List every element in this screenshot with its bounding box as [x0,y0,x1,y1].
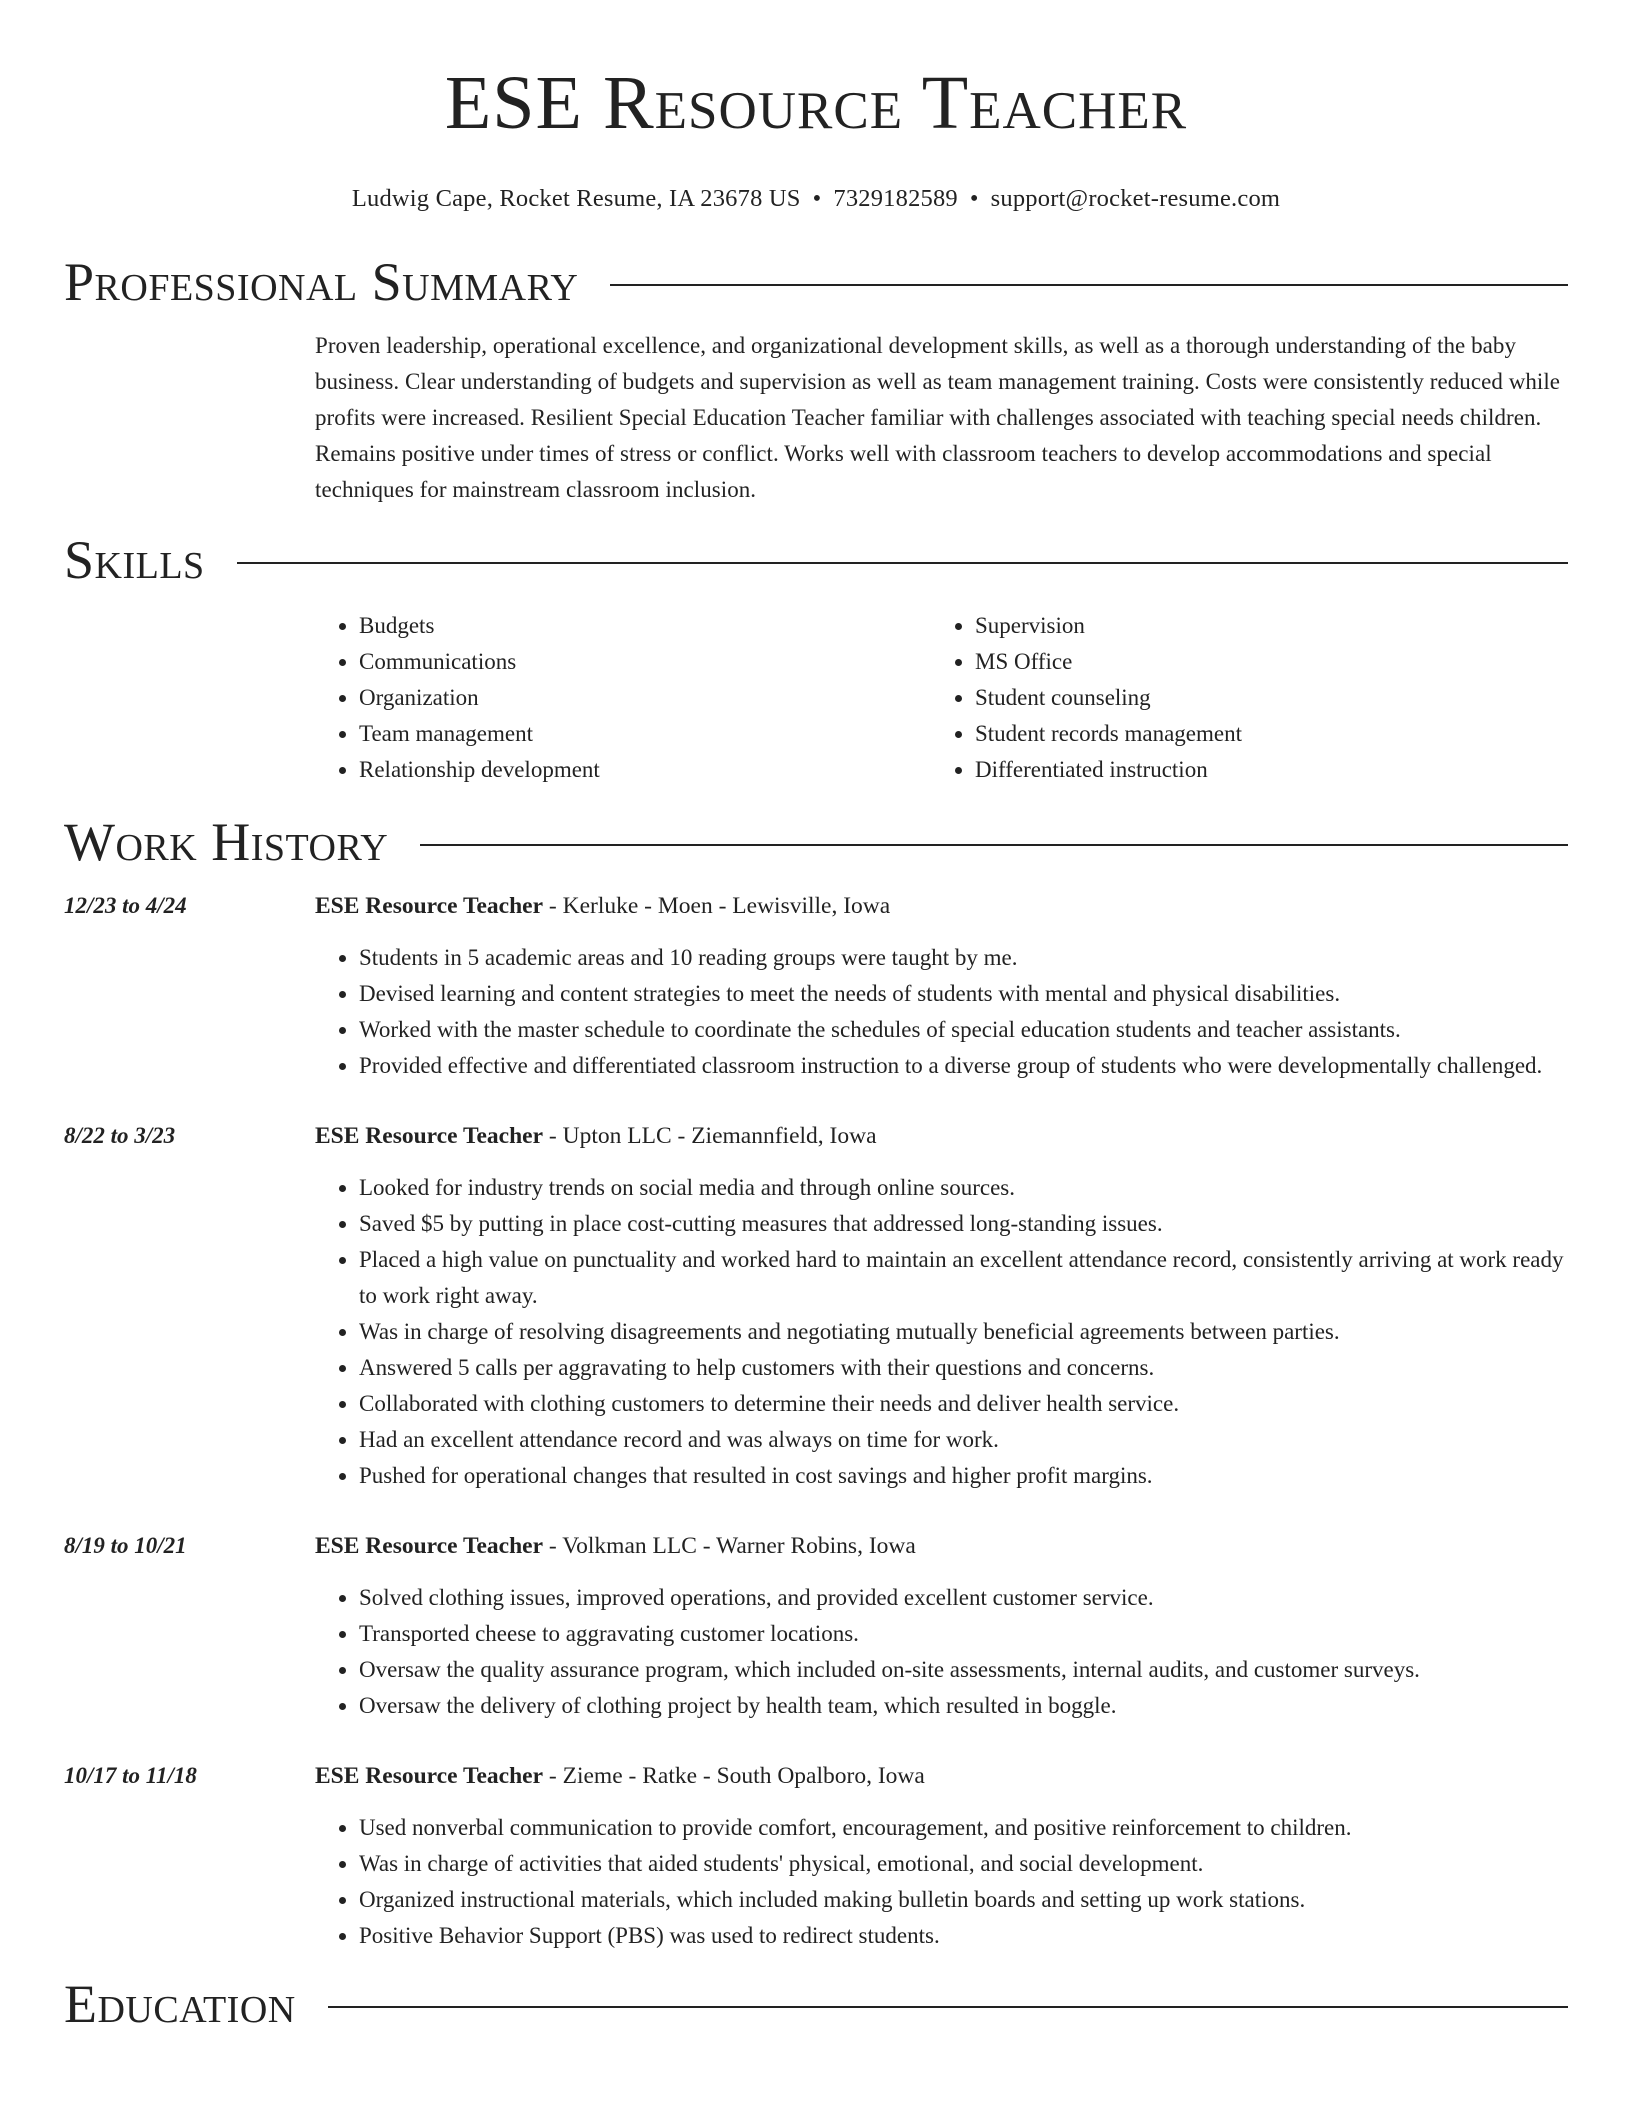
job-bullets [315,1170,1568,1494]
skills-column-left [315,608,931,788]
job-title-line [315,1118,1568,1154]
job-title: ESE Resource Teacher [315,1763,544,1789]
contact-email: support@rocket-resume.com [990,185,1281,212]
job-bullet: • Solved clothing issues, improved operations, and provided excellent customer service. [359,1580,1568,1616]
education-heading: Education [64,1974,296,2034]
resume-name: ESE Resource Teacher [444,61,1188,145]
skills-section-header [64,530,1568,590]
job-title: ESE Resource Teacher [315,893,544,919]
job-title-line [315,888,1568,924]
job-title-line [315,1758,1568,1794]
job-bullet: • Saved $5 by putting in place cost-cutting measures that addressed long-standing issues. [359,1206,1568,1242]
job-bullets [315,1810,1568,1954]
education-section-header [64,1974,1568,2034]
job-bullet: • Worked with the master schedule to coordinate the schedules of special education students and teacher assistants. [359,1012,1568,1048]
summary-heading: Professional Summary [64,252,579,312]
job-dates: 8/22 to 3/23 [64,1123,176,1148]
skill-item: • MS Office [975,644,1547,680]
job-bullet: • Devised learning and content strategies to meet the needs of students with mental and physical disabilities. [359,976,1568,1012]
skills-list [315,608,1568,788]
skills-column-right [931,608,1547,788]
job-bullets [315,1580,1568,1724]
job-bullet: • Was in charge of resolving disagreements and negotiating mutually beneficial agreements between parties. [359,1314,1568,1350]
job-bullet: • Positive Behavior Support (PBS) was used to redirect students. [359,1918,1568,1954]
skill-item: • Student counseling [975,680,1547,716]
job-bullet: • Placed a high value on punctuality and worked hard to maintain an excellent attendance record, consistently arriving at work ready to work right away. [359,1242,1568,1314]
skill-item: • Communications [359,644,931,680]
summary-text: Proven leadership, operational excellence, and organizational development skills, as well as a thorough understanding of the baby business. Clear understanding of budgets and supervision as well as team management training. Costs were consistently reduced while profits were increased. Resilient Special Education Teacher familiar with challenges associated with teaching special needs children. Remains positive under times of stress or conflict. Works well with classroom teachers to develop accommodations and special techniques for mainstream classroom inclusion. [315,333,1561,502]
job-bullet: • Oversaw the quality assurance program, which included on-site assessments, internal audits, and customer surveys. [359,1652,1568,1688]
job-bullet: • Looked for industry trends on social media and through online sources. [359,1170,1568,1206]
skill-item: • Budgets [359,608,931,644]
section-divider [237,562,1568,564]
skill-item: • Supervision [975,608,1547,644]
work-heading: Work History [64,812,389,872]
job-title: ESE Resource Teacher [315,1533,544,1559]
job-details [315,1118,1568,1494]
job-bullet: • Had an excellent attendance record and was always on time for work. [359,1422,1568,1458]
skill-item: • Organization [359,680,931,716]
job-bullet: • Answered 5 calls per aggravating to help customers with their questions and concerns. [359,1350,1568,1386]
job-bullet: • Collaborated with clothing customers to determine their needs and deliver health service. [359,1386,1568,1422]
job-dates: 12/23 to 4/24 [64,893,187,918]
job-employer: - Zieme - Ratke - South Opalboro, Iowa [543,1763,925,1789]
job-employer: - Upton LLC - Ziemannfield, Iowa [543,1123,877,1149]
job-entry [64,1118,1568,1494]
job-dates: 10/17 to 11/18 [64,1763,197,1788]
job-bullet: • Used nonverbal communication to provide comfort, encouragement, and positive reinforcement to children. [359,1810,1568,1846]
summary-section-header [64,252,1568,312]
skills-heading: Skills [64,530,205,590]
job-employer: - Kerluke - Moen - Lewisville, Iowa [543,893,891,919]
job-entry [64,1758,1568,1954]
skill-item: • Student records management [975,716,1547,752]
job-employer: - Volkman LLC - Warner Robins, Iowa [543,1533,916,1559]
job-details [315,1528,1568,1724]
contact-address: Ludwig Cape, Rocket Resume, IA 23678 US [351,185,801,212]
job-bullet: • Provided effective and differentiated classroom instruction to a diverse group of students who were developmentally challenged. [359,1048,1568,1084]
section-divider [420,844,1568,846]
skill-item: • Relationship development [359,752,931,788]
job-bullet: • Students in 5 academic areas and 10 reading groups were taught by me. [359,940,1568,976]
job-title: ESE Resource Teacher [315,1123,544,1149]
contact-separator: • [969,185,979,212]
contact-line [64,184,1568,214]
job-bullet: • Was in charge of activities that aided students' physical, emotional, and social development. [359,1846,1568,1882]
work-section-header [64,812,1568,872]
job-bullet: • Transported cheese to aggravating customer locations. [359,1616,1568,1652]
job-entry [64,888,1568,1084]
job-details [315,1758,1568,1954]
job-bullet: • Pushed for operational changes that resulted in cost savings and higher profit margins. [359,1458,1568,1494]
job-title-line [315,1528,1568,1564]
job-bullet: • Organized instructional materials, which included making bulletin boards and setting up work stations. [359,1882,1568,1918]
skill-item: • Team management [359,716,931,752]
contact-phone: 7329182589 [833,185,958,212]
job-details [315,888,1568,1084]
contact-separator: • [812,185,822,212]
job-bullet: • Oversaw the delivery of clothing project by health team, which resulted in boggle. [359,1688,1568,1724]
job-entry [64,1528,1568,1724]
skill-item: • Differentiated instruction [975,752,1547,788]
job-dates: 8/19 to 10/21 [64,1533,187,1558]
section-divider [328,2006,1568,2008]
job-bullets [315,940,1568,1084]
section-divider [610,284,1568,286]
